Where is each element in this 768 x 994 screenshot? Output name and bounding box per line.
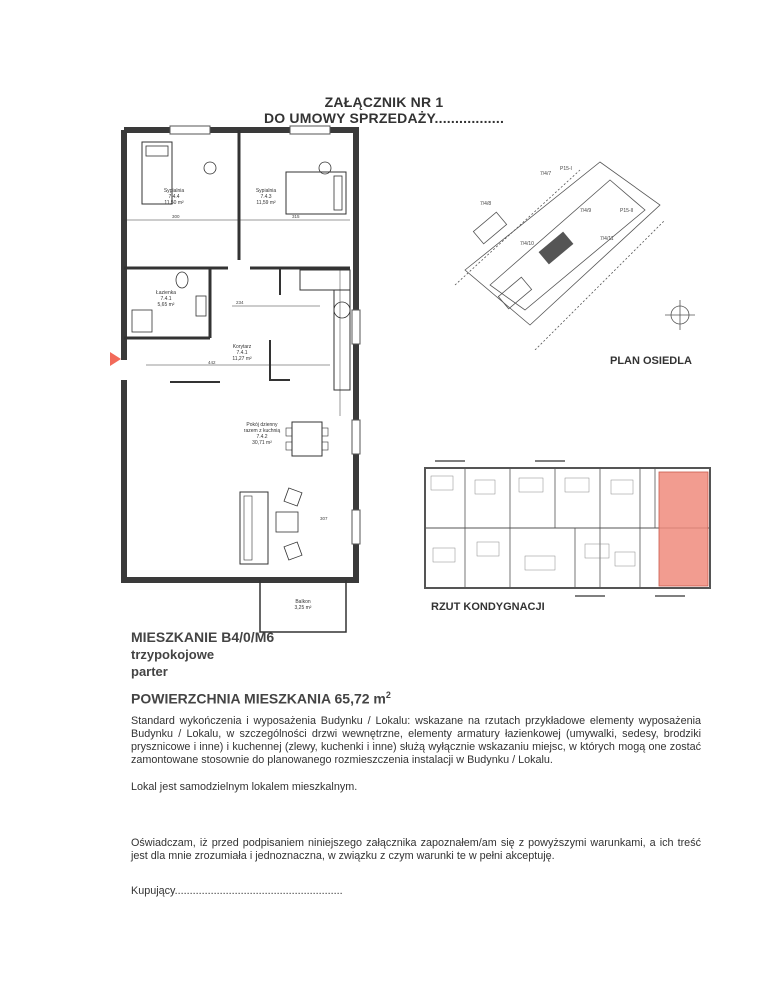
dim-label: 442 <box>208 360 216 365</box>
room-bedroom-1-area: 11,50 m² <box>164 200 184 206</box>
site-tag: 7/4/7 <box>540 171 552 177</box>
site-tag: P15-I <box>560 166 572 172</box>
room-balcony-area: 3,25 m² <box>294 605 312 611</box>
floor-plan-label: RZUT KONDYGNACJI <box>431 601 545 613</box>
room-bathroom-area: 5,65 m² <box>157 302 175 308</box>
room-living-name2: razem z kuchnią <box>243 428 281 434</box>
room-living-area: 30,71 m² <box>252 440 272 446</box>
site-tag: 7/4/10 <box>520 241 534 247</box>
room-bathroom-num: 7.4.1 <box>160 296 172 302</box>
room-living-name: Pokój dzienny <box>246 422 278 428</box>
room-hall-area: 11,27 m² <box>232 356 252 362</box>
document-title: ZAŁĄCZNIK NR 1 <box>324 94 444 110</box>
dim-label: 315 <box>292 214 300 219</box>
apartment-floor: parter <box>131 664 168 679</box>
room-balcony-name: Balkon <box>295 599 311 605</box>
room-bedroom-1-num: 7.4.4 <box>168 194 180 200</box>
area-text: POWIERZCHNIA MIESZKANIA 65,72 m <box>131 690 386 707</box>
site-tag: P15-II <box>620 208 634 214</box>
dim-label: 307 <box>320 516 328 521</box>
site-tag: 7/4/11 <box>600 236 614 242</box>
room-bedroom-2-num: 7.4.3 <box>260 194 272 200</box>
floor-overview-plan <box>415 456 715 606</box>
room-hall-name: Korytarz <box>232 344 252 350</box>
standard-paragraph: Standard wykończenia i wyposażenia Budynku / Lokalu: wskazane na rzutach przykładowe elementy wyposażenia Budynku / Lokalu, w szczególności drzwi wewnętrzne, elementy armatury łazienkowej (umywalki, sedesy, brodziki prysznicowe i inne) i kuchennej (zlewy, kuchenki i inne) służą wyłącznie wskazaniu miejsc, w których mogą one zostać zamontowane stosownie do planowanego rozmieszczenia instalacji w Budynku / Lokalu. <box>131 715 701 766</box>
declaration-paragraph: Oświadczam, iż przed podpisaniem niniejszego załącznika zapoznałem/am się z powyższymi warunkami, a ich treść jest dla mnie zrozumiała i jednoznaczna, w związku z czym warunki te w pełni akceptuję. <box>131 837 701 862</box>
ownership-paragraph: Lokal jest samodzielnym lokalem mieszkalnym. <box>131 781 358 793</box>
apartment-name: MIESZKANIE B4/0/M6 <box>131 629 275 645</box>
dim-label: 300 <box>172 214 180 219</box>
site-tag: 7/4/8 <box>480 201 492 207</box>
buyer-signature-line[interactable]: Kupujący........................................................ <box>131 885 343 897</box>
room-bedroom-2-area: 11,59 m² <box>256 200 276 206</box>
site-plan <box>440 150 710 350</box>
apartment-area <box>131 690 391 707</box>
area-unit-sup: 2 <box>385 690 391 700</box>
site-tag: 7/4/9 <box>580 208 592 214</box>
room-hall-num: 7.4.1 <box>236 350 248 356</box>
room-bathroom-name: Łazienka <box>155 290 177 296</box>
room-living-num: 7.4.2 <box>256 434 268 440</box>
document-subtitle: DO UMOWY SPRZEDAŻY................. <box>263 110 505 126</box>
room-bedroom-2-name: Sypialnia <box>255 188 277 194</box>
site-plan-label: PLAN OSIEDLA <box>610 355 692 367</box>
highlighted-apartment <box>659 472 708 586</box>
room-bedroom-1-name: Sypialnia <box>163 188 185 194</box>
apartment-floor-plan <box>110 120 380 640</box>
dim-label: 234 <box>236 300 244 305</box>
apartment-type: trzypokojowe <box>131 647 215 662</box>
